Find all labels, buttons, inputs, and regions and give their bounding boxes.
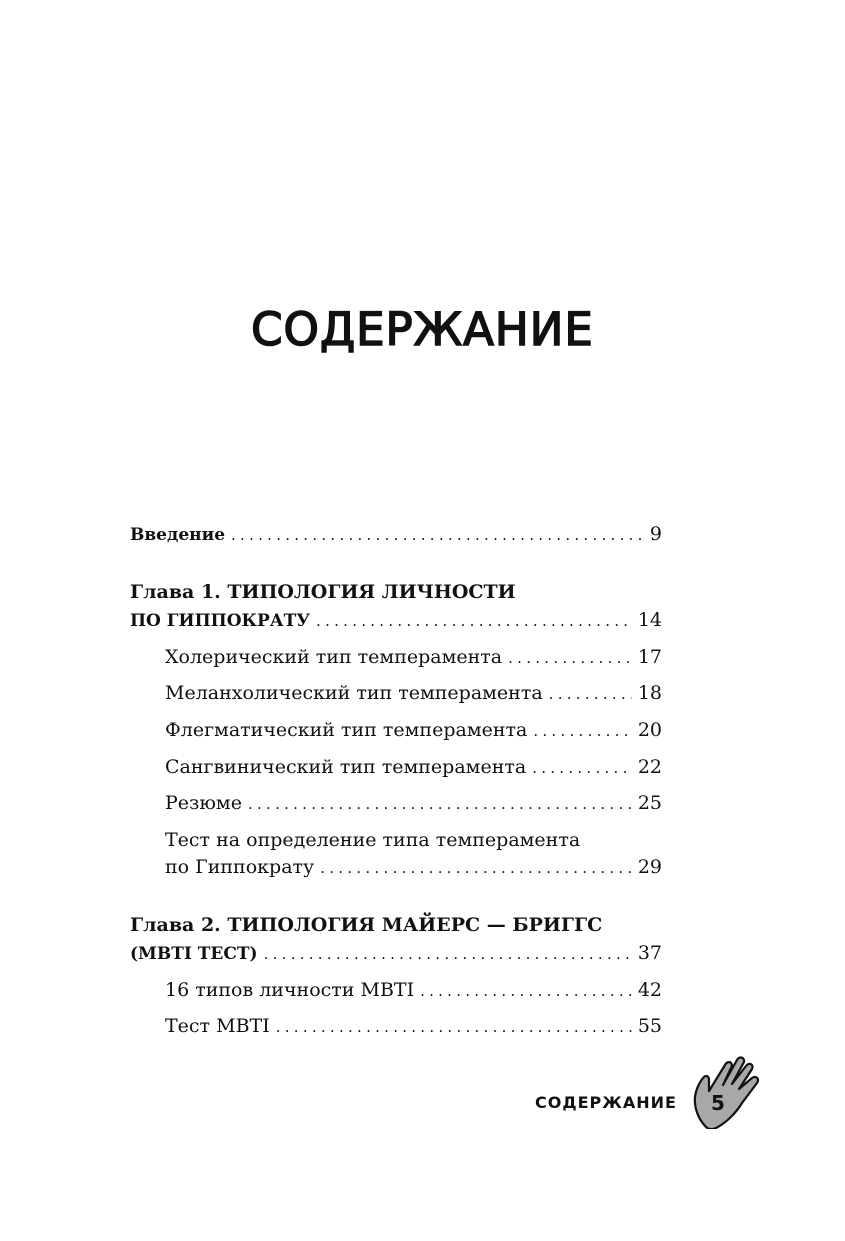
toc-subentry[interactable] xyxy=(165,718,662,743)
toc-page-number: 37 xyxy=(637,942,662,964)
chapter-heading-continued: (MBTI ТЕСТ) xyxy=(130,944,258,964)
dot-leader xyxy=(549,682,632,706)
running-footer-label: СОДЕРЖАНИЕ xyxy=(535,1093,677,1112)
dot-leader xyxy=(276,1015,632,1039)
toc-subentry[interactable] xyxy=(165,645,662,670)
page-title: СОДЕРЖАНИЕ xyxy=(251,303,594,356)
toc-page-number: 25 xyxy=(637,792,662,814)
toc-subentry[interactable] xyxy=(165,791,662,816)
page-number: 5 xyxy=(711,1091,725,1115)
toc-entry-label: Холерический тип темперамента xyxy=(165,646,503,668)
toc-subentry[interactable] xyxy=(165,855,662,880)
toc-subentry-label[interactable]: Тест на определение типа темперамента xyxy=(165,829,581,851)
toc-page-number: 18 xyxy=(637,682,662,704)
toc-page-number: 55 xyxy=(637,1015,662,1037)
chapter-heading-continued: ПО ГИППОКРАТУ xyxy=(130,611,311,631)
dot-leader xyxy=(264,942,632,966)
toc-entry-label: Введение xyxy=(130,525,226,545)
toc-entry-label: Меланхолический тип темперамента xyxy=(165,682,543,704)
toc-subentry[interactable] xyxy=(165,978,662,1003)
toc-page-number: 29 xyxy=(637,856,662,878)
dot-leader xyxy=(231,523,644,547)
toc-page-number: 17 xyxy=(637,646,662,668)
dot-leader xyxy=(533,719,631,743)
toc-page-number: 42 xyxy=(637,979,662,1001)
dot-leader xyxy=(320,856,632,880)
toc-entry-intro[interactable] xyxy=(130,522,662,547)
toc-page-number: 22 xyxy=(637,756,662,778)
chapter-heading[interactable]: Глава 2. ТИПОЛОГИЯ МАЙЕРС — БРИГГС xyxy=(130,914,603,936)
toc-entry-chapter1[interactable] xyxy=(130,608,662,633)
toc-entry-label: Тест MBTI xyxy=(165,1015,270,1037)
toc-page-number: 20 xyxy=(637,719,662,741)
toc-entry-label-continued: по Гиппократу xyxy=(165,856,315,878)
toc-entry-label: 16 типов личности MBTI xyxy=(165,979,415,1001)
toc-entry-label: Сангвинический тип темперамента xyxy=(165,756,527,778)
dot-leader xyxy=(532,756,632,780)
toc-entry-chapter2[interactable] xyxy=(130,941,662,966)
toc-page-number: 9 xyxy=(649,523,662,545)
table-of-contents xyxy=(130,0,662,1100)
dot-leader xyxy=(316,609,632,633)
toc-entry-label: Флегматический тип темперамента xyxy=(165,719,528,741)
dot-leader xyxy=(508,646,632,670)
toc-entry-label: Резюме xyxy=(165,792,242,814)
toc-subentry[interactable] xyxy=(165,1014,662,1039)
toc-subentry[interactable] xyxy=(165,681,662,706)
dot-leader xyxy=(420,979,632,1003)
chapter-heading[interactable]: Глава 1. ТИПОЛОГИЯ ЛИЧНОСТИ xyxy=(130,581,516,603)
dot-leader xyxy=(248,792,632,816)
toc-page-number: 14 xyxy=(637,609,662,631)
toc-subentry[interactable] xyxy=(165,755,662,780)
